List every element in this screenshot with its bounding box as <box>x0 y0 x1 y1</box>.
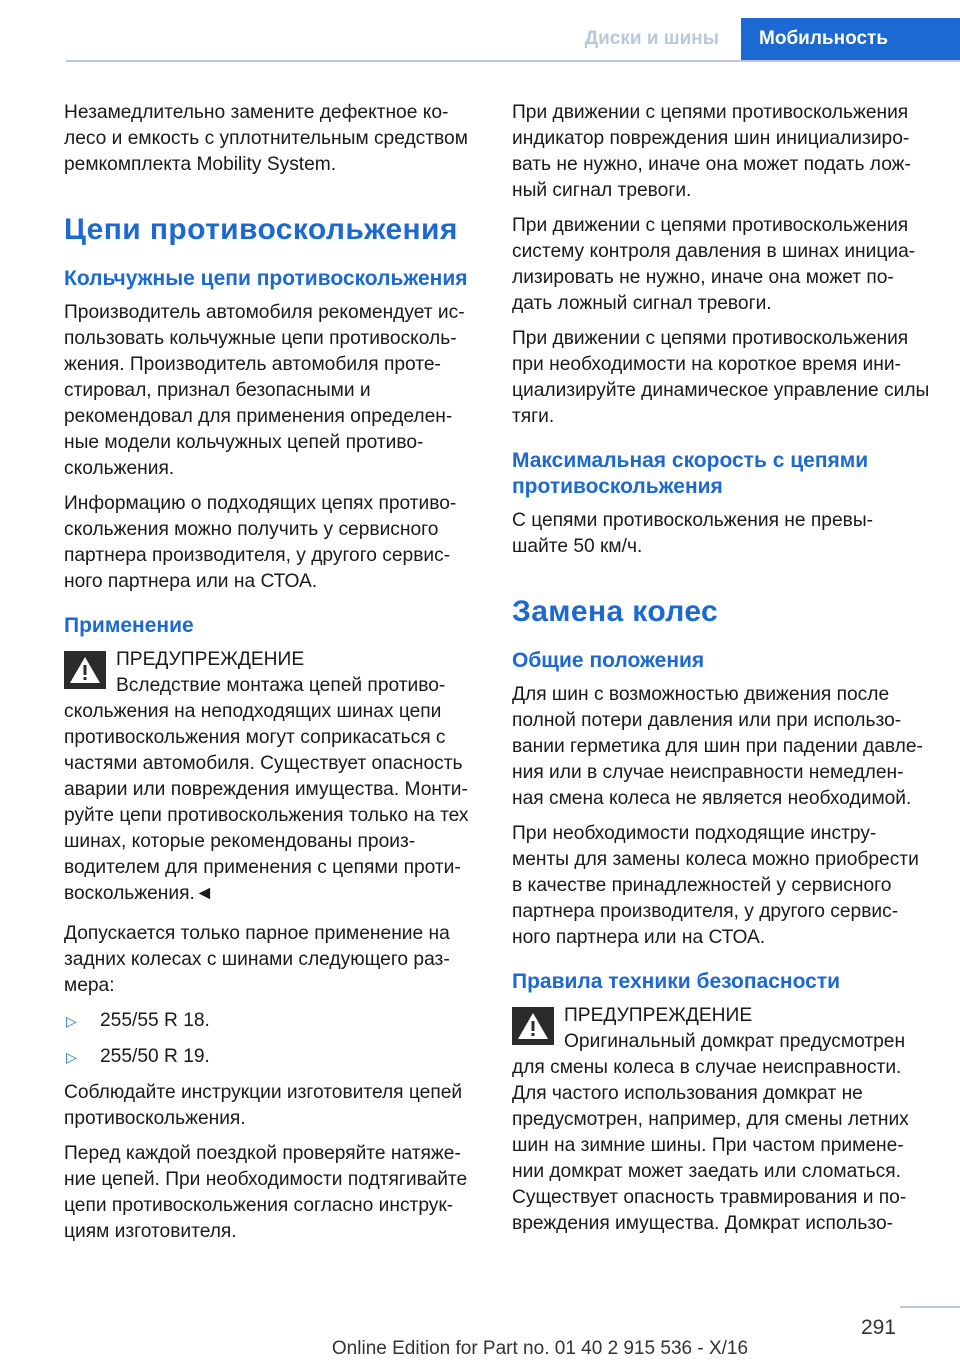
paragraph: Перед каждой поездкой проверяйте натяже- ние цепей. При необходимости подтягивайте цепи противоскольжения согласно инструк- циям изготовителя. <box>64 1143 468 1242</box>
list-item <box>64 1008 478 1034</box>
paragraph: С цепями противоскольжения не превы- шайте 50 км/ч. <box>512 510 874 557</box>
subsection-title-usage: Применение <box>64 614 194 637</box>
warning-block <box>64 647 478 907</box>
left-column <box>64 100 478 1254</box>
paragraph: Соблюдайте инструкции изготовителя цепей противоскольжения. <box>64 1082 463 1129</box>
subsection-title-safety: Правила техники безопасности <box>512 970 841 993</box>
subsection-title-general: Общие положения <box>512 649 705 672</box>
paragraph: При необходимости подходящие инстру- менты для замены колеса можно приобрести в качестве принадлежностей у сервисного партнера производителя, у другого сервис- ного партнера или на СТОА. <box>512 823 919 948</box>
paragraph: Производитель автомобиля рекомендует ис- пользовать кольчужные цепи противосколь- жения. Производитель автомобиля проте- стировал, признал безопасными и рекомендовал для применения определен- ные модели кольчужных цепей противо- скольжения. <box>64 302 465 479</box>
paragraph: Для шин с возможностью движения после полной потери давления или при использо- вании герметика для шин при падении давле- ния или в случае неисправности немедлен- ная смена колеса не является необходимой. <box>512 684 923 809</box>
warning-triangle-icon <box>512 1007 554 1045</box>
warning-text: Оригинальный домкрат предусмотрен для смены колеса в случае неисправности. Для частого использования домкрат не предусмотрен, например, для смены летних шин на зимние шины. При частом примене- нии домкрат может заедать или сломаться. Существует опасность травмирования и по- вреждения имущества. Домкрат использо- <box>512 1031 909 1234</box>
warning-title: ПРЕДУПРЕЖДЕНИЕ <box>564 1005 753 1026</box>
footer-divider <box>900 1306 960 1308</box>
warning-text: Вследствие монтажа цепей противо- скольжения на неподходящих шинах цепи противоскольжения могут соприкасаться с частями автомобиля. Существует опасность аварии или повреждения имущества. Монти- руйте цепи противоскольжения только на тех шинах, которые рекомендованы произ- водителем для применения с цепями проти- воскольжения.◄ <box>64 675 469 904</box>
header-tabs <box>563 18 960 60</box>
right-column <box>512 100 930 1241</box>
header-divider <box>66 60 960 62</box>
bullet-triangle-icon: ▷ <box>66 1013 77 1029</box>
warning-block <box>512 1003 930 1237</box>
paragraph: При движении с цепями противоскольжения при необходимости на короткое время ини- циализируйте динамическое управление силы тяги. <box>512 328 930 427</box>
paragraph: Допускается только парное применение на задних колесах с шинами следующего раз- мера: <box>64 923 450 996</box>
paragraph: Информацию о подходящих цепях противо- скольжения можно получить у сервисного партнера производителя, у другого сервис- ного партнера или на СТОА. <box>64 493 457 592</box>
paragraph: При движении с цепями противоскольжения систему контроля давления в шинах инициа- лизировать не нужно, иначе она может по- дать ложный сигнал тревоги. <box>512 215 916 314</box>
footer-edition: Online Edition for Part no. 01 40 2 915 536 - X/16 <box>331 1338 749 1359</box>
tire-size-list <box>64 1008 478 1070</box>
subsection-title-ring-chains: Кольчужные цепи противоскольжения <box>64 267 468 290</box>
warning-triangle-icon <box>64 651 106 689</box>
tab-wheels-and-tires: Диски и шины <box>563 18 741 60</box>
paragraph: При движении с цепями противоскольжения индикатор повреждения шин инициализиро- вать не нужно, иначе она может подать лож- ный сигнал тревоги. <box>512 102 911 201</box>
section-title-wheel-change: Замена колес <box>512 595 719 628</box>
section-title-snow-chains: Цепи противоскольжения <box>64 213 458 246</box>
warning-text-wrap <box>512 1029 930 1237</box>
list-item <box>64 1044 478 1070</box>
subsection-title-max-speed: Максимальная скорость с цепями противоскольжения <box>512 449 869 498</box>
list-item-text: 255/50 R 19. <box>100 1046 210 1067</box>
bullet-triangle-icon: ▷ <box>66 1049 77 1065</box>
tab-mobility: Мобильность <box>741 18 960 60</box>
intro-paragraph: Незамедлительно замените дефектное ко- лесо и емкость с уплотнительным средством ремкомплекта Mobility System. <box>64 102 468 175</box>
warning-text-wrap <box>64 673 478 907</box>
warning-title: ПРЕДУПРЕЖДЕНИЕ <box>116 649 305 670</box>
list-item-text: 255/55 R 18. <box>100 1010 210 1031</box>
page-number: 291 <box>860 1316 896 1339</box>
